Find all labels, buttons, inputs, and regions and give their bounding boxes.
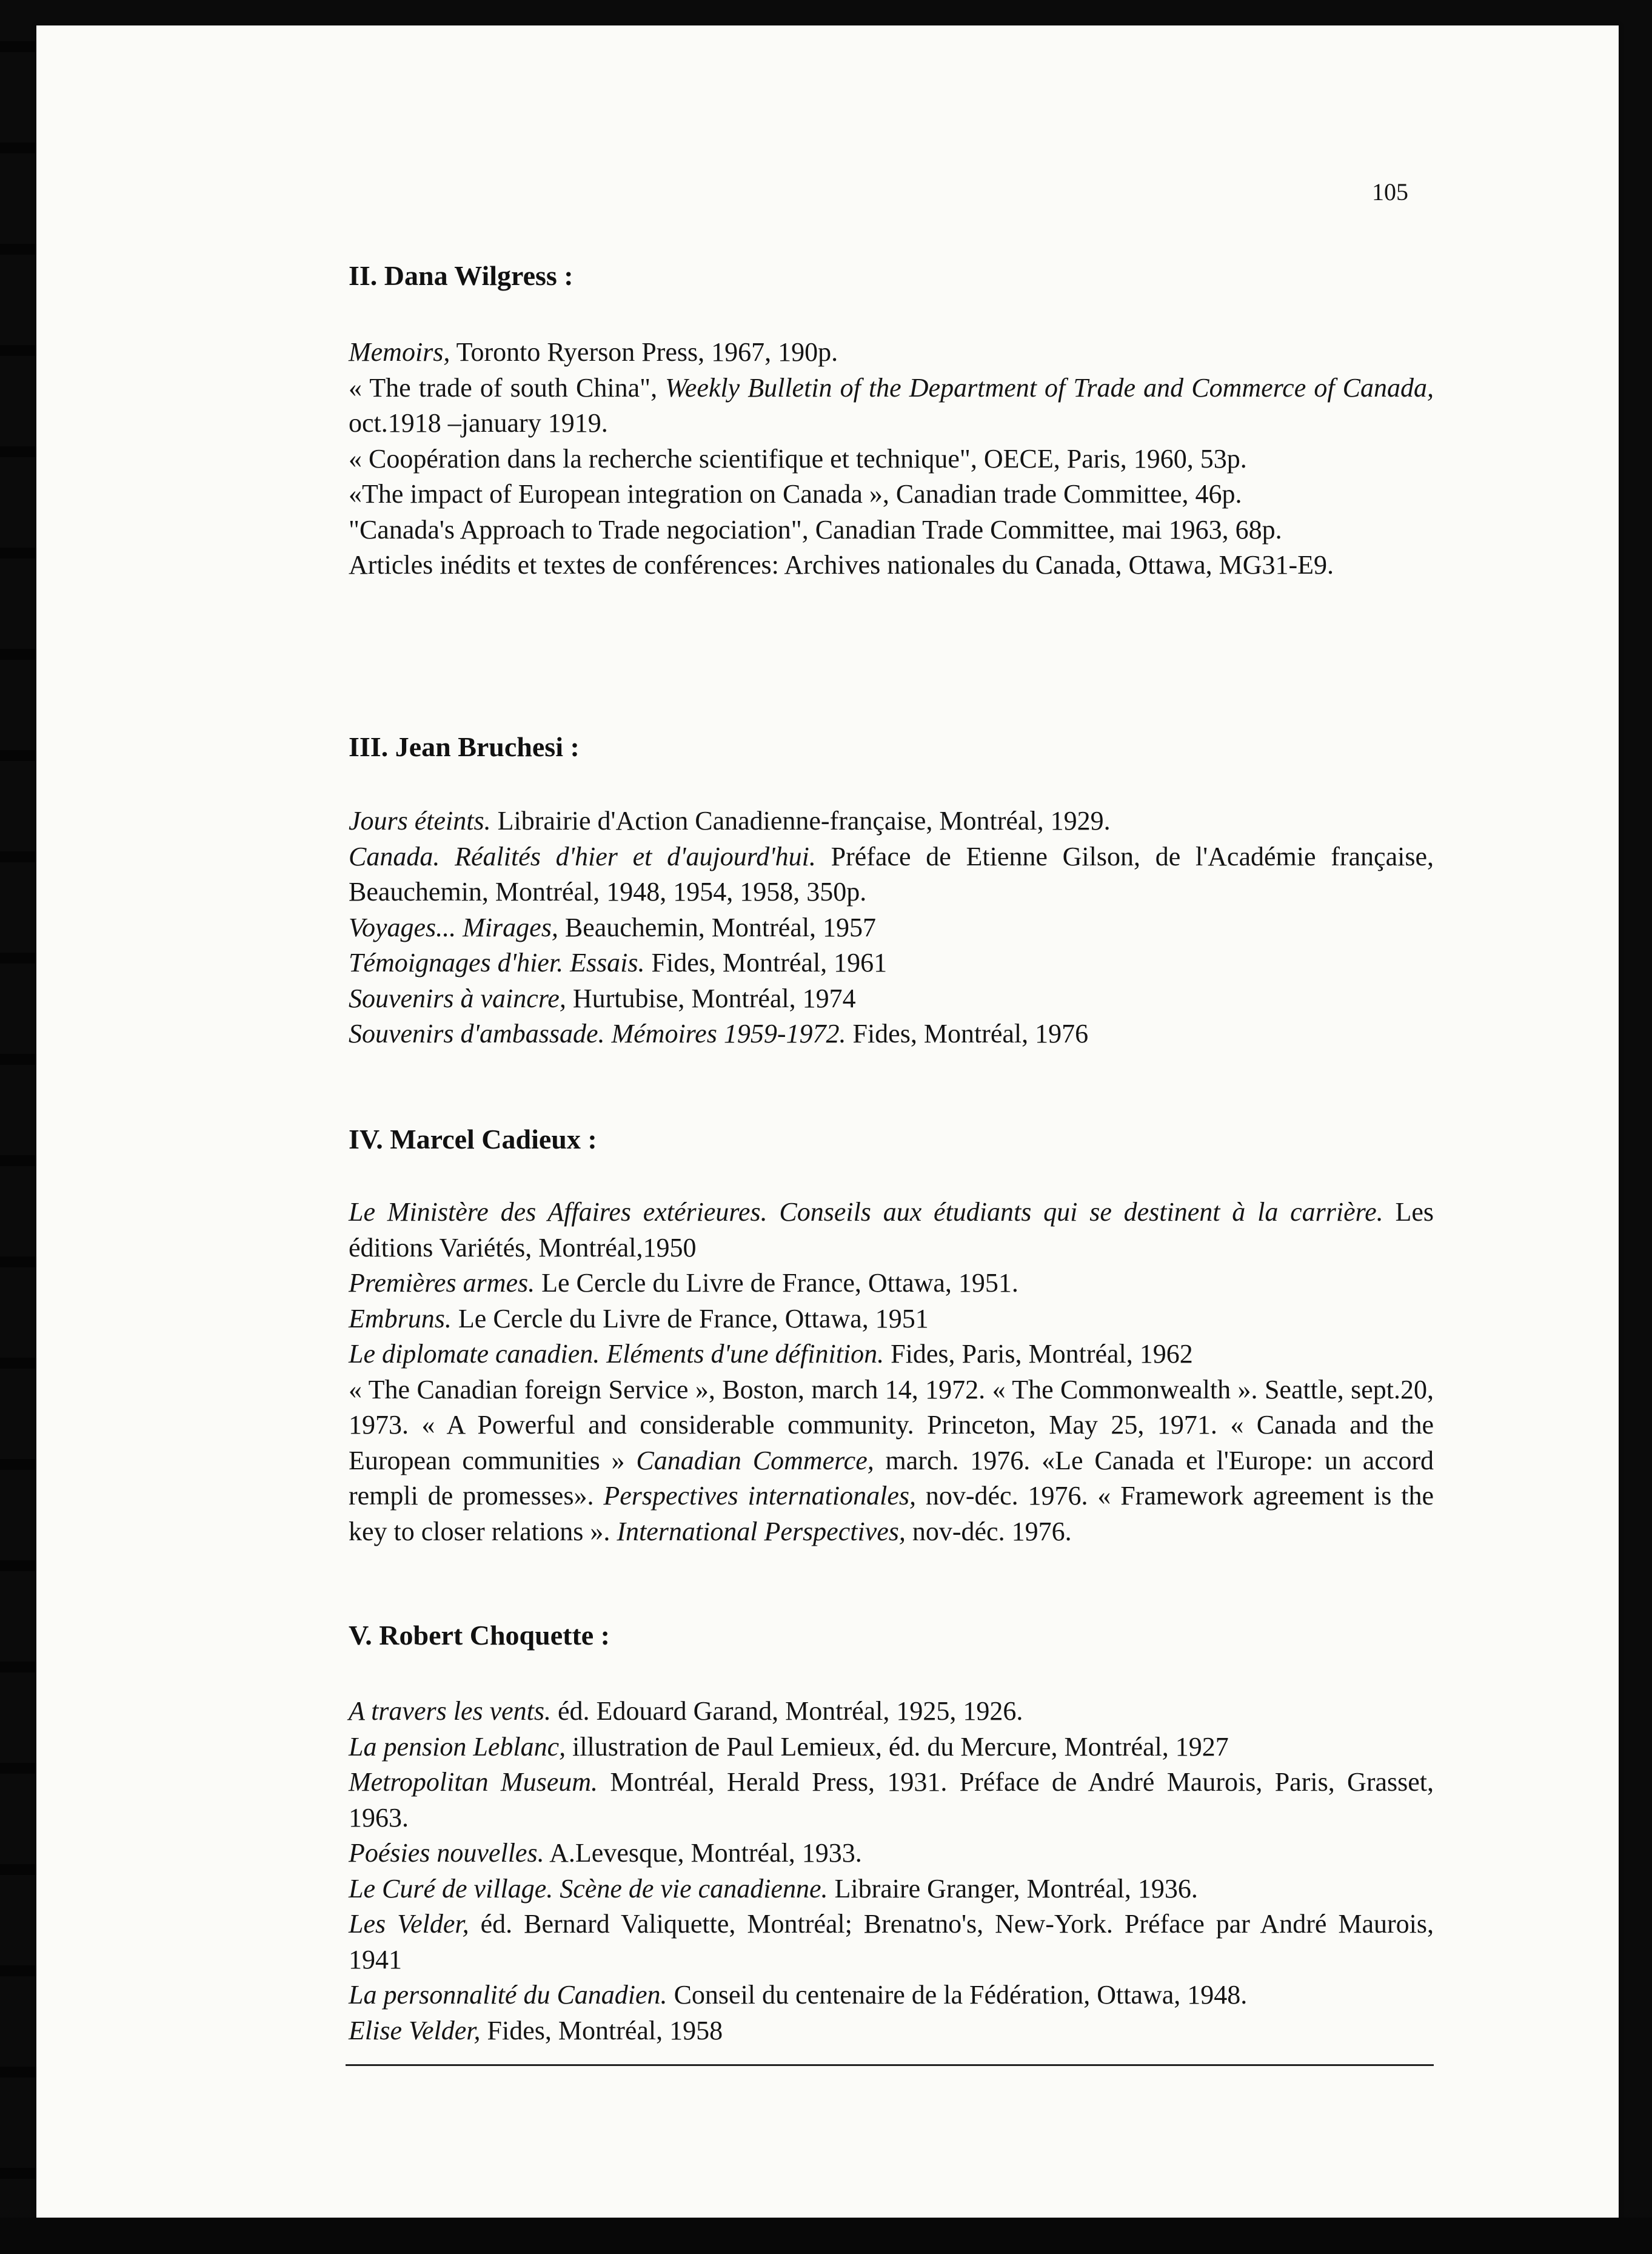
bibliography-entry: Poésies nouvelles. A.Levesque, Montréal, 1933. [349, 1838, 862, 1868]
bibliography-list-choquette [349, 1694, 1434, 2048]
bibliography-entry: Memoirs, Toronto Ryerson Press, 1967, 190p. [349, 337, 838, 367]
bibliography-entry: Témoignages d'hier. Essais. Fides, Montréal, 1961 [349, 948, 888, 978]
section-heading-cadieux: IV. Marcel Cadieux : [349, 1124, 597, 1155]
bibliography-entry: « Coopération dans la recherche scientifique et technique", OECE, Paris, 1960, 53p. [349, 443, 1247, 474]
bibliography-entry: Metropolitan Museum. Montréal, Herald Press, 1931. Préface de André Maurois, Paris, Grasset, 1963. [349, 1767, 1434, 1833]
page-number: 105 [1372, 178, 1408, 206]
bibliography-entry: La pension Leblanc, illustration de Paul Lemieux, éd. du Mercure, Montréal, 1927 [349, 1731, 1229, 1762]
bibliography-entry: Embruns. Le Cercle du Livre de France, Ottawa, 1951 [349, 1303, 929, 1333]
bibliography-entry: Le Ministère des Affaires extérieures. Conseils aux étudiants qui se destinent à la carrière. Les éditions Variétés, Montréal,1950 [349, 1197, 1434, 1263]
bibliography-entry: A travers les vents. éd. Edouard Garand, Montréal, 1925, 1926. [349, 1696, 1023, 1726]
bibliography-entry: Souvenirs d'ambassade. Mémoires 1959-1972. Fides, Montréal, 1976 [349, 1019, 1089, 1048]
bibliography-entry: Canada. Réalités d'hier et d'aujourd'hui. Préface de Etienne Gilson, de l'Académie française, Beauchemin, Montréal, 1948, 1954, 1958, 350p. [349, 841, 1434, 907]
bibliography-list-cadieux [349, 1195, 1434, 1549]
bibliography-entry: "Canada's Approach to Trade negociation", Canadian Trade Committee, mai 1963, 68p. [349, 514, 1282, 545]
bibliography-entry: Les Velder, éd. Bernard Valiquette, Montréal; Brenatno's, New-York. Préface par André Maurois, 1941 [349, 1909, 1434, 1974]
bibliography-list-wilgress [349, 335, 1434, 583]
bibliography-entry: Souvenirs à vaincre, Hurtubise, Montréal, 1974 [349, 983, 856, 1013]
bibliography-entry: « The trade of south China", Weekly Bulletin of the Department of Trade and Commerce of Canada, oct.1918 –january 1919. [349, 372, 1434, 438]
section-heading-choquette: V. Robert Choquette : [349, 1620, 610, 1651]
bibliography-entry: Le diplomate canadien. Eléments d'une définition. Fides, Paris, Montréal, 1962 [349, 1339, 1193, 1369]
bibliography-list-bruchesi [349, 803, 1434, 1052]
section-heading-bruchesi: III. Jean Bruchesi : [349, 731, 580, 762]
bibliography-entry: «The impact of European integration on Canada », Canadian trade Committee, 46p. [349, 479, 1242, 509]
bibliography-entry: Articles inédits et textes de conférences: Archives nationales du Canada, Ottawa, MG31-E9. [349, 550, 1334, 580]
scan-bottom-edge [0, 2218, 1652, 2254]
bibliography-entry: Jours éteints. Librairie d'Action Canadienne-française, Montréal, 1929. [349, 806, 1111, 836]
bibliography-entry: Elise Velder, Fides, Montréal, 1958 [349, 2015, 723, 2045]
bibliography-entry: Voyages... Mirages, Beauchemin, Montréal, 1957 [349, 912, 877, 942]
bibliography-entry: « The Canadian foreign Service », Boston, march 14, 1972. « The Commonwealth ». Seattle, sept.20, 1973. « A Powerful and considerable community. Princeton, May 25, 1971. « Canada and the European communities » Canadian Commerce, march. 1976. «Le Canada et l'Europe: un accord rempli de promesses». Perspectives internationales, nov-déc. 1976. « Framework agreement is the key to closer relations ». International Perspectives, nov-déc. 1976. [349, 1374, 1434, 1546]
bibliography-entry: Le Curé de village. Scène de vie canadienne. Libraire Granger, Montréal, 1936. [349, 1873, 1198, 1903]
section-heading-wilgress: II. Dana Wilgress : [349, 260, 574, 291]
bibliography-entry: Premières armes. Le Cercle du Livre de France, Ottawa, 1951. [349, 1268, 1018, 1298]
bibliography-entry: La personnalité du Canadien. Conseil du centenaire de la Fédération, Ottawa, 1948. [349, 1980, 1248, 2010]
end-rule [346, 2064, 1434, 2066]
